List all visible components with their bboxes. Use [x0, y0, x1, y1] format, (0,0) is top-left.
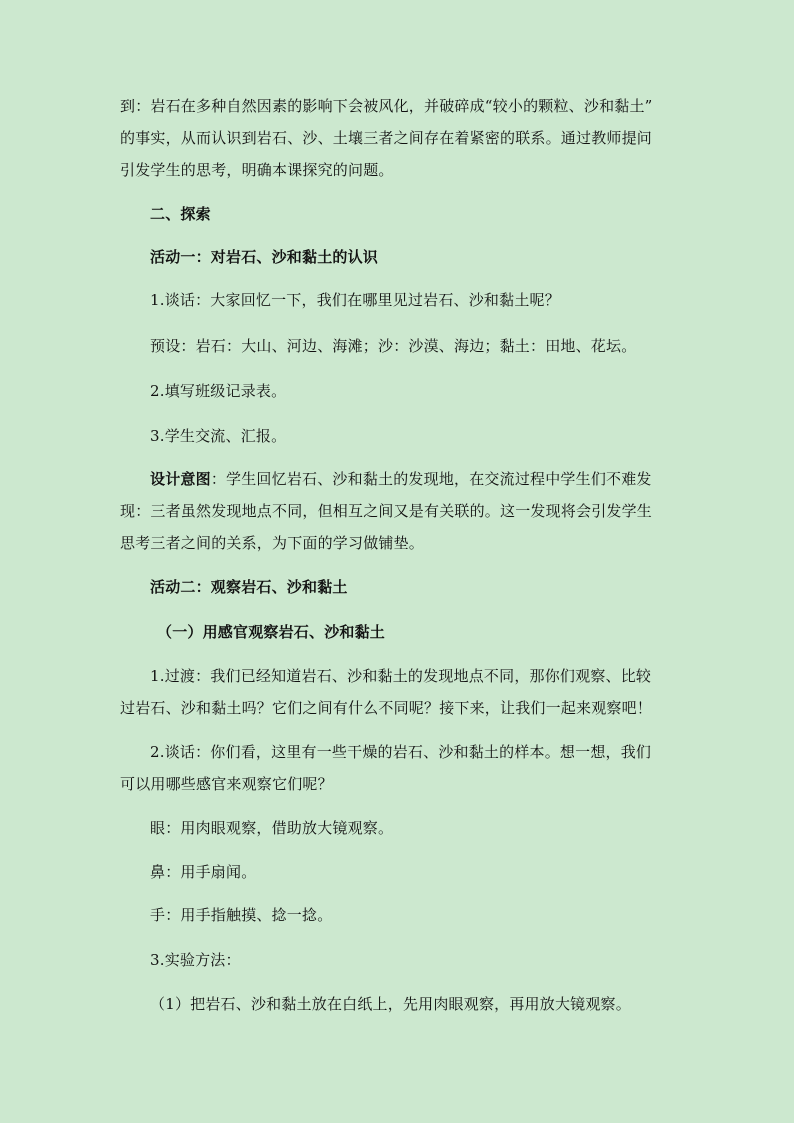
intro-line-1: 到：岩石在多种自然因素的影响下会被风化，并破碎成“较小的颗粒、沙和黏土”: [120, 97, 653, 115]
activity-1-item-2: 2.填写班级记录表。: [150, 382, 287, 400]
design-intent-line-1: [150, 463, 710, 496]
design-intent-line-3: 思考三者之间的关系，为下面的学习做铺垫。: [120, 534, 425, 552]
activity-2-item-1-line-1: 1.过渡：我们已经知道岩石、沙和黏土的发现地点不同，那你们观察、比较: [150, 667, 652, 685]
activity-1-item-1: 1.谈话：大家回忆一下，我们在哪里见过岩石、沙和黏土呢？: [150, 291, 560, 309]
experiment-step-1: （1）把岩石、沙和黏土放在白纸上，先用肉眼观察，再用放大镜观察。: [150, 995, 631, 1013]
design-intent-text: ：学生回忆岩石、沙和黏土的发现地，在交流过程中学生们不难发: [210, 470, 652, 488]
activity-2-item-2-line-2: 可以用哪些感官来观察它们呢？: [120, 775, 333, 793]
activity-2-item-1-line-2: 过岩石、沙和黏土吗？它们之间有什么不同呢？接下来，让我们一起来观察吧！: [120, 699, 653, 717]
activity-2-item-3: 3.实验方法：: [150, 951, 241, 969]
section-heading-explore: 二、探索: [150, 205, 211, 223]
intro-line-2: 的事实，从而认识到岩石、沙、土壤三者之间存在着紧密的联系。通过教师提问: [120, 129, 653, 147]
intro-line-3: 引发学生的思考，明确本课探究的问题。: [120, 161, 394, 179]
activity-2-item-2-line-1: 2.谈话：你们看，这里有一些干燥的岩石、沙和黏土的样本。想一想，我们: [150, 743, 652, 761]
activity-2-heading: 活动二：观察岩石、沙和黏土: [150, 578, 348, 596]
sense-eye: 眼：用肉眼观察，借助放大镜观察。: [150, 819, 394, 837]
activity-1-heading: 活动一：对岩石、沙和黏土的认识: [150, 248, 379, 266]
activity-1-preset: 预设：岩石：大山、河边、海滩；沙：沙漠、海边；黏土：田地、花坛。: [150, 337, 637, 355]
activity-2-sub-heading: （一）用感官观察岩石、沙和黏土: [157, 623, 386, 641]
activity-1-item-3: 3.学生交流、汇报。: [150, 427, 287, 445]
design-intent-line-2: 现：三者虽然发现地点不同，但相互之间又是有关联的。这一发现将会引发学生: [120, 502, 653, 520]
design-intent-label: 设计意图: [150, 470, 211, 488]
sense-nose: 鼻：用手扇闻。: [150, 863, 257, 881]
sense-hand: 手：用手指触摸、捻一捻。: [150, 906, 333, 924]
